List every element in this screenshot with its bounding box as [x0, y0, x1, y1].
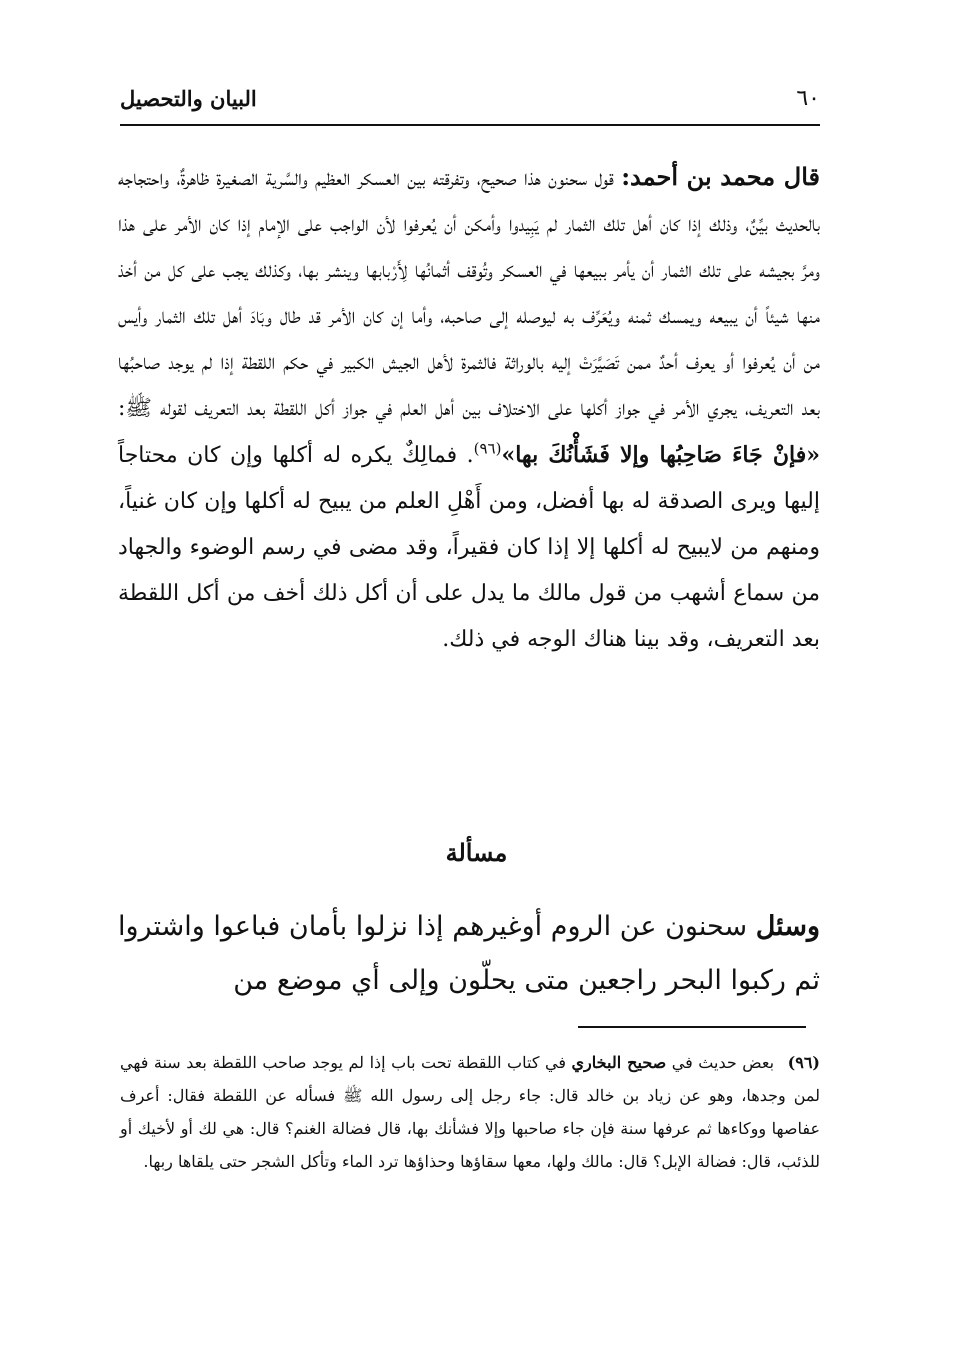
footnote-source: صحيح البخاري: [571, 1053, 667, 1072]
section-title: مسألة: [445, 838, 508, 867]
page-number: ٦٠: [796, 86, 820, 111]
footnote-divider: [578, 1026, 806, 1028]
footnote-text-part2: في كتاب اللقطة تحت باب إذا لم يوجد صاحب اللقطة بعد سنة فهي لمن وجدها، وهو عن زياد بن خالد قال: جاء رجل إلى رسول الله ﷺ فسأله عن اللقطة فقال: أعرف عفاصها ووكاءها ثم عرفها سنة فإن جاء صاحبها وإلا فشأنك بها، قال فضالة الغنم؟ قال: هي لك أو لأخيك أو للذئب، قال: فضالة الإبل؟ قال: مالك ولها، معها سقاؤها وحذاؤها ترد الماء وتأكل الشجر حتى يلقاها ربها.: [120, 1053, 821, 1171]
footnote-text-part1: بعض حديث في: [671, 1053, 775, 1072]
footnote: [120, 1046, 820, 1178]
paragraph-text-part2: . فمالِكٌ يكره له أكلها وإن كان محتاجاً إليها ويرى الصدقة له بها أفضل، ومن أَهْلِ العلم من يبيح له أكلها وإن كان غنياً، ومنهم من لايبيح له أكلها إلا إذا كان فقيراً، وقد مضى في رسم الوضوء والجهاد من سماع أشهب من قول مالك ما يدل على أن أكل ذلك أخف من أكل اللقطة بعد التعريف، وقد بينا هناك الوجه في ذلك.: [118, 443, 820, 652]
footnote-number: (٩٦): [787, 1053, 820, 1072]
question-lead: وسئل: [755, 911, 820, 942]
page-header: [120, 84, 820, 126]
footnote-reference: (٩٦): [473, 439, 502, 458]
hadith-quote: «فإنْ جَاءَ صَاحِبُها وإلا فَشَأْنُكَ بها»: [501, 442, 821, 468]
question-paragraph: [118, 900, 820, 1008]
main-paragraph: [118, 154, 820, 663]
paragraph-text-part1: قول سحنون هذا صحيح، وتفرقته بين العسكر العظيم والسَّرية الصغيرة ظاهرةٌ، واحتجاجه بالحديث بيِّنٌ، وذلك إذا كان أهل تلك الثمار لم يَبِيدوا وأمكن أن يُعرفوا لأن الواجب على الإمام إذا كان الأمر على هذا ومرَّ بجيشه على تلك الثمار أن يأمر ببيعها في العسكر وتُوقف أثمانُها لِأَرْبابها وينشر بها، وكذلك يجب على كل من أخذ منها شيئاً أن يبيعه ويمسك ثمنه ويُعَرِّف به ليوصله إلى صاحبه، وأما إن كان الأمر قد طال وبَادَ أهل تلك الثمار وأيس من أن يُعرفوا أو يعرف أحدٌ ممن تَصَيَّرَتْ إليه بالوراثة فالثمرة لأهل الجيش الكبير في حكم اللقطة إذا لم يوجد صاحبُها بعد التعريف، يجري الأمر في جواز أكلها على الاختلاف بين أهل العلم في جواز أكل اللقطة بعد التعريف لقوله ﷺ:: [118, 166, 820, 421]
question-text: سحنون عن الروم أوغيرهم إذا نزلوا بأمان فباعوا واشتروا ثم ركبوا البحر راجعين متى يحلّون وإلى أي موضع من: [118, 911, 820, 996]
paragraph-lead: قال محمد بن أحمد:: [621, 162, 820, 191]
running-title: البيان والتحصيل: [120, 86, 257, 111]
